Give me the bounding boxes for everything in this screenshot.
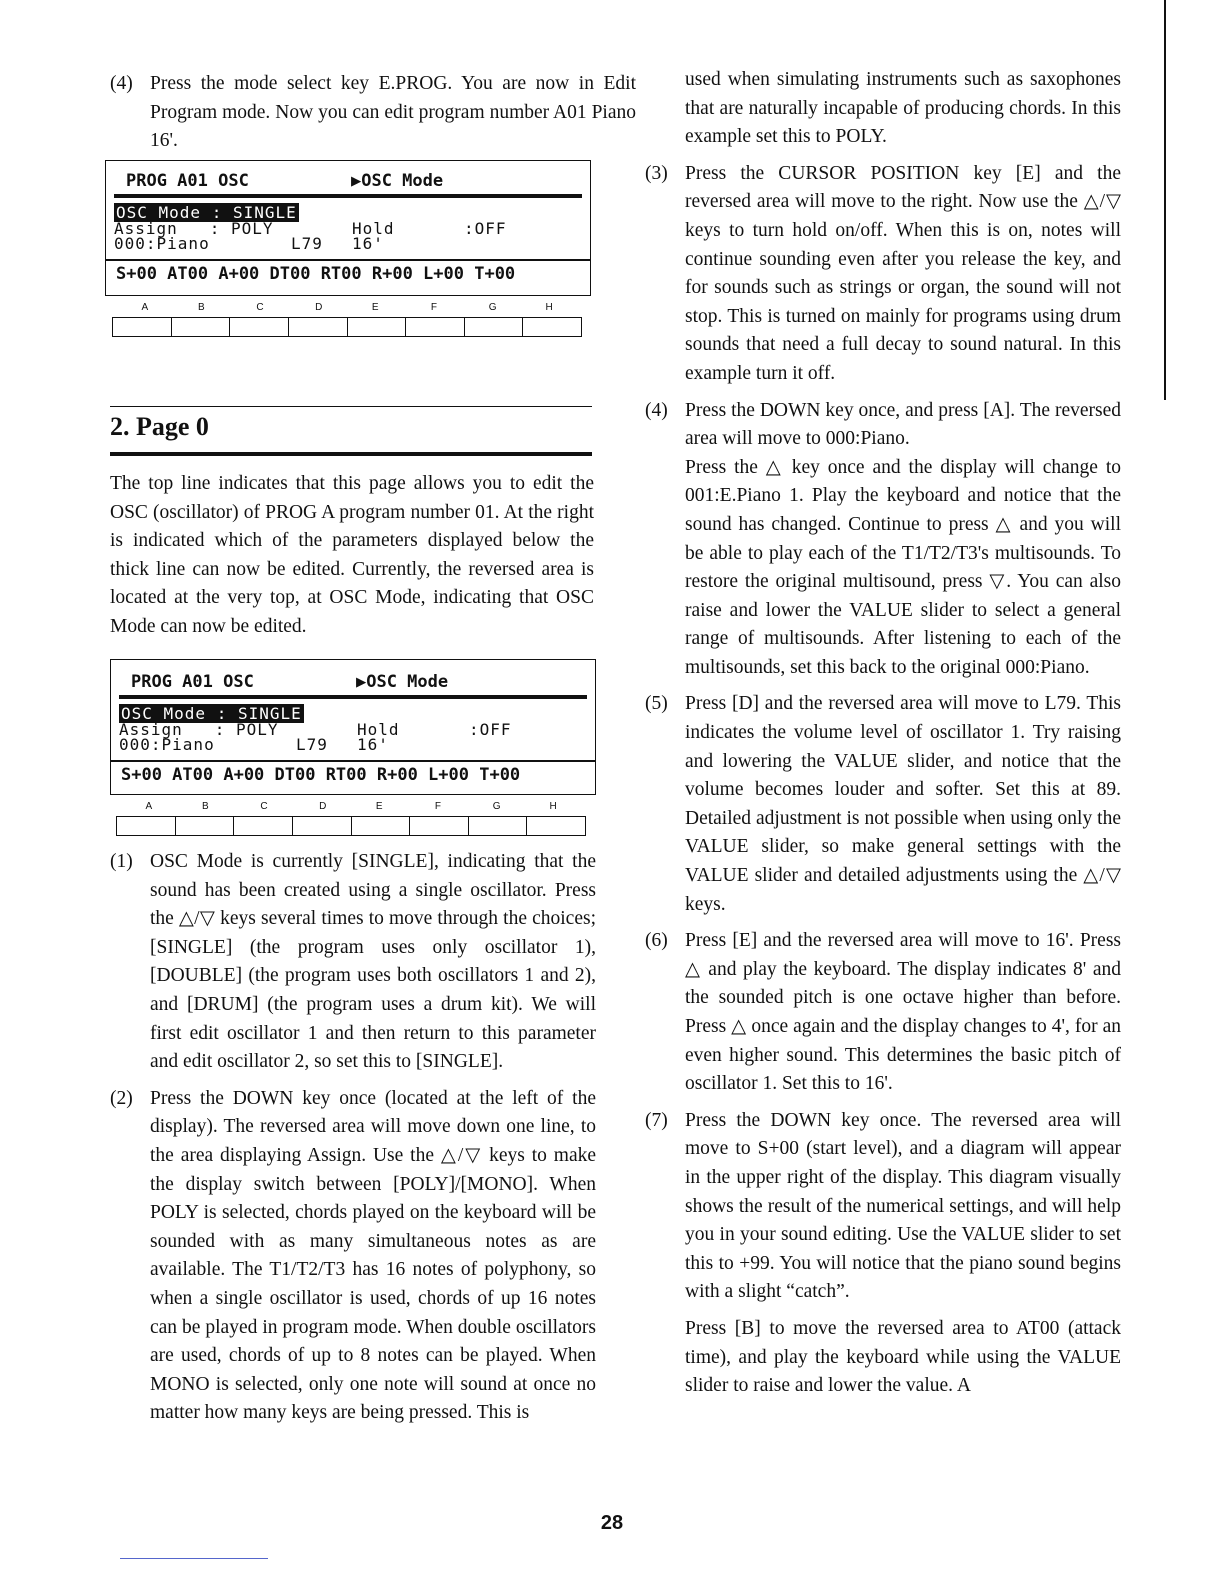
step-number: (7) (645, 1109, 668, 1131)
lcd-assign: Assign : POLY (114, 219, 274, 238)
lcd-hold-value: :OFF (464, 219, 507, 238)
cursor-key-bar (112, 317, 582, 337)
step-4-continued (645, 454, 1121, 683)
lcd-multisound: 000:Piano (119, 735, 215, 754)
step-text: Press the CURSOR POSITION key [E] and the reversed area will move to the right. Now use the △/▽ keys to turn hold on/off. When this is on, notes will continue sounding even after you release the key, and for sounds such as strings or organ, the sound will not stop. This is turned on mainly for programs using drum sounds that need a full decay to sound natural. In this example turn it off. (685, 162, 1121, 384)
lcd-header-rule (119, 695, 587, 699)
lcd-octave: 16' (352, 234, 384, 253)
lcd-assign: Assign : POLY (119, 720, 279, 739)
lcd-divider (106, 259, 590, 261)
key-label-a: A (141, 302, 149, 313)
key-label-g: G (492, 801, 501, 812)
step-2 (110, 1085, 596, 1428)
key-label-f: F (434, 801, 441, 812)
lcd-level: L79 (291, 234, 323, 253)
key-label-c: C (260, 801, 268, 812)
lcd-header-right: ▶OSC Mode (351, 171, 444, 191)
page-number: 28 (600, 1512, 624, 1534)
key-label-a: A (145, 801, 153, 812)
step-text: Press the DOWN key once, and press [A]. The reversed area will move to 000:Piano. (685, 399, 1121, 450)
step-7-continued (645, 1315, 1121, 1401)
lcd-header-left: PROG A01 OSC (126, 171, 249, 191)
key-label-d: D (319, 801, 327, 812)
section-rule-bottom (110, 452, 592, 456)
continued-text: used when simulating instruments such as saxophones that are naturally incapable of producing chords. In this example set this to POLY. (685, 69, 1121, 148)
key-label-g: G (488, 302, 497, 313)
step-text: Press [B] to move the reversed area to AT00 (attack time), and play the keyboard while using the VALUE slider to raise and lower the value. A (685, 1317, 1121, 1397)
step-text: Press the DOWN key once (located at the left of the display). The reversed area will move down one line, to the area displaying Assign. Use the △/▽ keys to make the display switch between [POLY]/[MONO]. When POLY is selected, chords played on the keyboard will be sounded with as many simultaneous notes as are available. The T1/T2/T3 has 16 notes of polyphony, so when a single oscillator is used, chords of up 16 notes can be played in program mode. When double oscillators are used, chords of up to 8 notes can be played. When MONO is selected, only one note will sound at once no matter how many keys are being pressed. This is (150, 1087, 596, 1424)
intro-paragraph: The top line indicates that this page allows you to edit the OSC (oscillator) of PROG A program number 01. At the right is indicated which of the parameters displayed below the thick line can now be edited. Currently, the reversed area is located at the very top, at OSC Mode, indicating that OSC Mode can now be edited. (110, 473, 594, 637)
step-text: Press the DOWN key once. The reversed area will move to S+00 (start level), and a diagram will appear in the upper right of the display. This diagram visually shows the result of the numerical settings, and will help you in your sound editing. Use the VALUE slider to set this to +99. You will notice that the piano sound begins with a slight “catch”. (685, 1109, 1121, 1303)
step-6 (645, 927, 1121, 1099)
step-number: (1) (110, 851, 133, 872)
key-label-b: B (197, 302, 205, 313)
key-label-f: F (430, 302, 437, 313)
key-label-e: E (371, 302, 379, 313)
cursor-key-bar (116, 816, 586, 836)
lcd-level: L79 (296, 735, 328, 754)
step-3 (645, 160, 1121, 389)
key-label-h: H (549, 801, 557, 812)
left-steps (110, 848, 596, 1428)
lcd-display-1 (105, 160, 591, 296)
key-label-d: D (315, 302, 323, 313)
lcd-params: S+00 AT00 A+00 DT00 RT00 R+00 L+00 T+00 (121, 765, 521, 785)
lcd-osc-mode-highlight: OSC Mode : SINGLE (116, 203, 297, 222)
footer-mark (120, 1558, 268, 1559)
lcd-header-rule (114, 194, 582, 198)
lcd-header-left: PROG A01 OSC (131, 672, 254, 692)
key-label-c: C (256, 302, 264, 313)
key-label-h: H (545, 302, 553, 313)
section-title: 2. Page 0 (110, 412, 209, 441)
step-1 (110, 848, 596, 1077)
lcd-header-right: ▶OSC Mode (356, 672, 449, 692)
lcd-hold-label: Hold (357, 720, 400, 739)
cursor-keys-2 (116, 801, 586, 841)
step-4-left (110, 70, 636, 156)
step-number: (2) (110, 1087, 133, 1109)
lcd-params: S+00 AT00 A+00 DT00 RT00 R+00 L+00 T+00 (116, 264, 516, 284)
step-text: Press the mode select key E.PROG. You are now in Edit Program mode. Now you can edit program number A01 Piano 16'. (150, 73, 636, 152)
lcd-divider (111, 760, 595, 762)
step-7 (645, 1107, 1121, 1307)
binding-edge-line (1164, 0, 1166, 400)
section-rule-top (110, 406, 592, 407)
step-text: Press the △ key once and the display will change to 001:E.Piano 1. Play the keyboard and notice that the sound has changed. Continue to press △ and you will be able to play each of the T1/T2/T3's multisounds. To restore the original multisound, press ▽. You can also raise and lower the VALUE slider to select a general range of multisounds. After listening to each of the multisounds, set this back to the original 000:Piano. (685, 456, 1121, 678)
step-number: (5) (645, 693, 668, 715)
step-text: Press [D] and the reversed area will move to L79. This indicates the volume level of oscillator 1. Try raising and lowering the VALUE slider, and notice that the volume becomes louder and softer. Set this at 89. Detailed adjustment is not possible when using only the VALUE slider, so make general settings with the VALUE slider and detailed adjustments using the △/▽ keys. (685, 693, 1121, 915)
step-number: (4) (645, 399, 668, 421)
lcd-hold-label: Hold (352, 219, 395, 238)
cursor-keys-1 (112, 302, 582, 342)
lcd-octave: 16' (357, 735, 389, 754)
lcd-multisound: 000:Piano (114, 234, 210, 253)
lcd-hold-value: :OFF (469, 720, 512, 739)
step-text: OSC Mode is currently [SINGLE], indicating that the sound has been created using a single oscillator. Press the △/▽ keys several times to move through the choices; [SINGLE] (the program uses only oscillator 1), [DOUBLE] (the program uses both oscillators 1 and 2), and [DRUM] (the program uses a drum kit). We will first edit oscillator 1 and then return to this parameter and edit oscillator 2, so set this to [SINGLE]. (150, 851, 596, 1073)
lcd-osc-mode-highlight: OSC Mode : SINGLE (121, 704, 302, 723)
step-5 (645, 690, 1121, 919)
key-label-b: B (201, 801, 209, 812)
step-4 (645, 397, 1121, 454)
step-number: (6) (645, 930, 668, 952)
right-column (645, 66, 1121, 1401)
step-number: (3) (645, 162, 668, 184)
lcd-display-2 (110, 659, 596, 795)
step-text: Press [E] and the reversed area will move to 16'. Press △ and play the keyboard. The display indicates 8' and the sounded pitch is one octave higher than before. Press △ once again and the display changes to 4', for an even higher sound. This determines the basic pitch of oscillator 1. Set this to 16'. (685, 930, 1121, 1095)
step-number: (4) (110, 73, 133, 94)
key-label-e: E (375, 801, 383, 812)
